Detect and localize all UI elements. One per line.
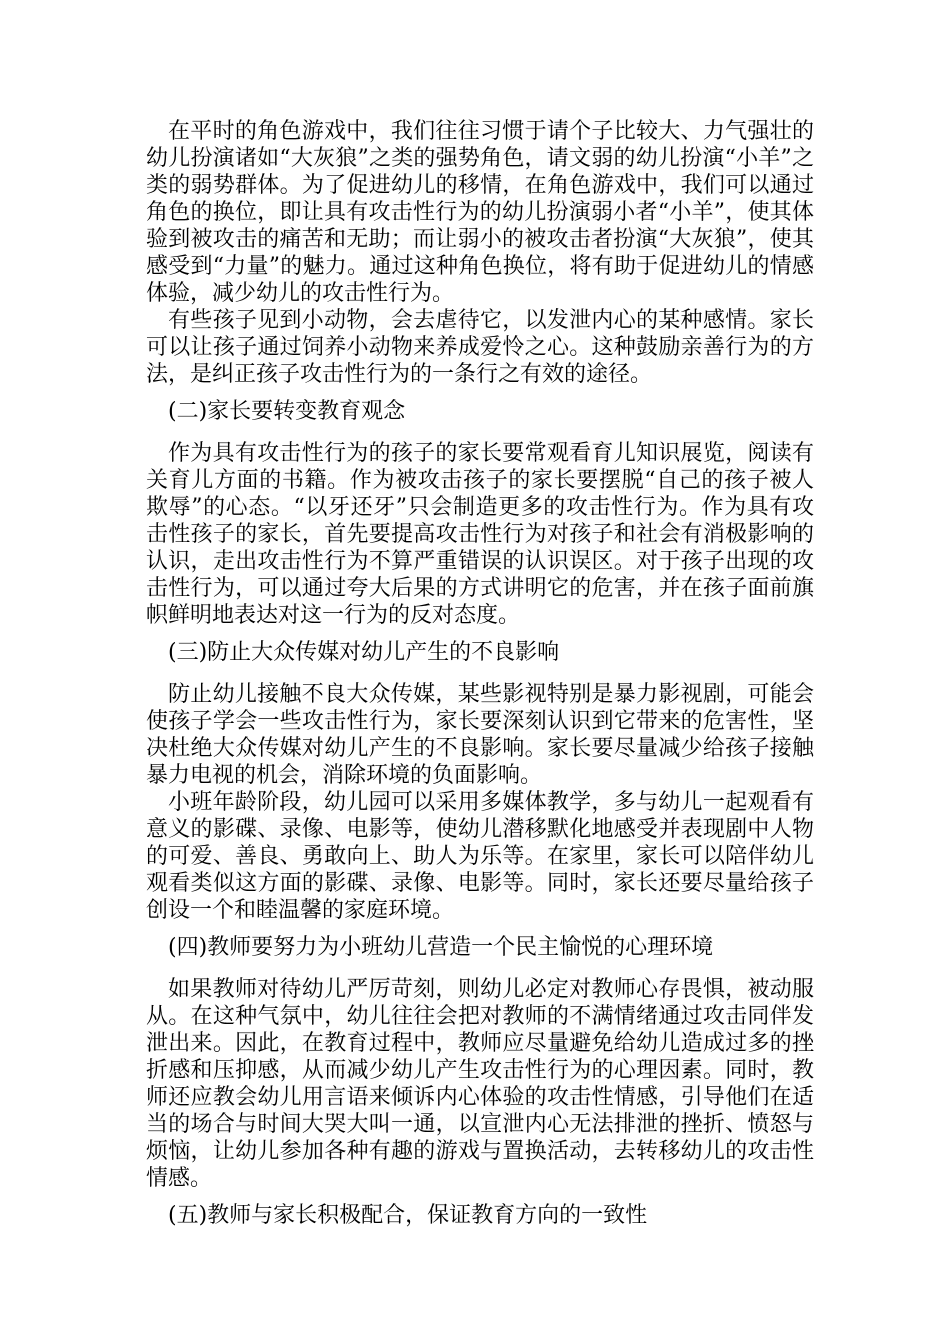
paragraph-teacher-attitude: 如果教师对待幼儿严厉苛刻，则幼儿必定对教师心存畏惧，被动服从。在这种气氛中，幼儿往往会把对教师的不满情绪通过攻击同伴发泄出来。因此，在教育过程中，教师应尽量避免给幼儿造成过多的挫折感和压抑感，从而减少幼儿产生攻击性行为的心理因素。同时，教师还应教会幼儿用言语来倾诉内心体验的攻击性情感，引导他们在适当的场合与时间大哭大叫一通，以宣泄内心无法排泄的挫折、愤怒与烦恼，让幼儿参加各种有趣的游戏与置换活动，去转移幼儿的攻击性情感。 [146, 977, 814, 1191]
paragraph-multimedia-teaching: 小班年龄阶段，幼儿园可以采用多媒体教学，多与幼儿一起观看有意义的影碟、录像、电影等，使幼儿潜移默化地感受并表现剧中人物的可爱、善良、勇敢向上、助人为乐等。在家里，家长可以陪伴幼儿观看类似这方面的影碟、录像、电影等。同时，家长还要尽量给孩子创设一个和睦温馨的家庭环境。 [146, 790, 814, 923]
section-heading-4: (四)教师要努力为小班幼儿营造一个民主愉悦的心理环境 [168, 935, 714, 960]
section-heading-5: (五)教师与家长积极配合，保证教育方向的一致性 [168, 1203, 648, 1228]
paragraph-mass-media: 防止幼儿接触不良大众传媒，某些影视特别是暴力影视剧，可能会使孩子学会一些攻击性行为，家长要深刻认识到它带来的危害性，坚决杜绝大众传媒对幼儿产生的不良影响。家长要尽量减少给孩子接触暴力电视的机会，消除环境的负面影响。 [146, 682, 814, 788]
paragraph-parent-attitude: 作为具有攻击性行为的孩子的家长要常观看育儿知识展览，阅读有关育儿方面的书籍。作为被攻击孩子的家长要摆脱“自己的孩子被人欺辱”的心态。“以牙还牙”只会制造更多的攻击性行为。作为具有攻击性孩子的家长，首先要提高攻击性行为对孩子和社会有消极影响的认识，走出攻击性行为不算严重错误的认识误区。对于孩子出现的攻击性行为，可以通过夸大后果的方式讲明它的危害，并在孩子面前旗帜鲜明地表达对这一行为的反对态度。 [146, 441, 814, 628]
section-heading-3: (三)防止大众传媒对幼儿产生的不良影响 [168, 640, 560, 665]
section-heading-2: (二)家长要转变教育观念 [168, 399, 406, 424]
paragraph-role-play: 在平时的角色游戏中，我们往往习惯于请个子比较大、力气强壮的幼儿扮演诸如“大灰狼”之类的强势角色，请文弱的幼儿扮演“小羊”之类的弱势群体。为了促进幼儿的移情，在角色游戏中，我们可以通过角色的换位，即让具有攻击性行为的幼儿扮演弱小者“小羊”，使其体验到被攻击的痛苦和无助；而让弱小的被攻击者扮演“大灰狼”，使其感受到“力量”的魅力。通过这种角色换位，将有助于促进幼儿的情感体验，减少幼儿的攻击性行为。 [146, 119, 814, 306]
document-page [146, 118, 814, 1229]
paragraph-small-animals: 有些孩子见到小动物，会去虐待它，以发泄内心的某种感情。家长可以让孩子通过饲养小动物来养成爱怜之心。这种鼓励亲善行为的方法，是纠正孩子攻击性行为的一条行之有效的途径。 [146, 308, 814, 387]
